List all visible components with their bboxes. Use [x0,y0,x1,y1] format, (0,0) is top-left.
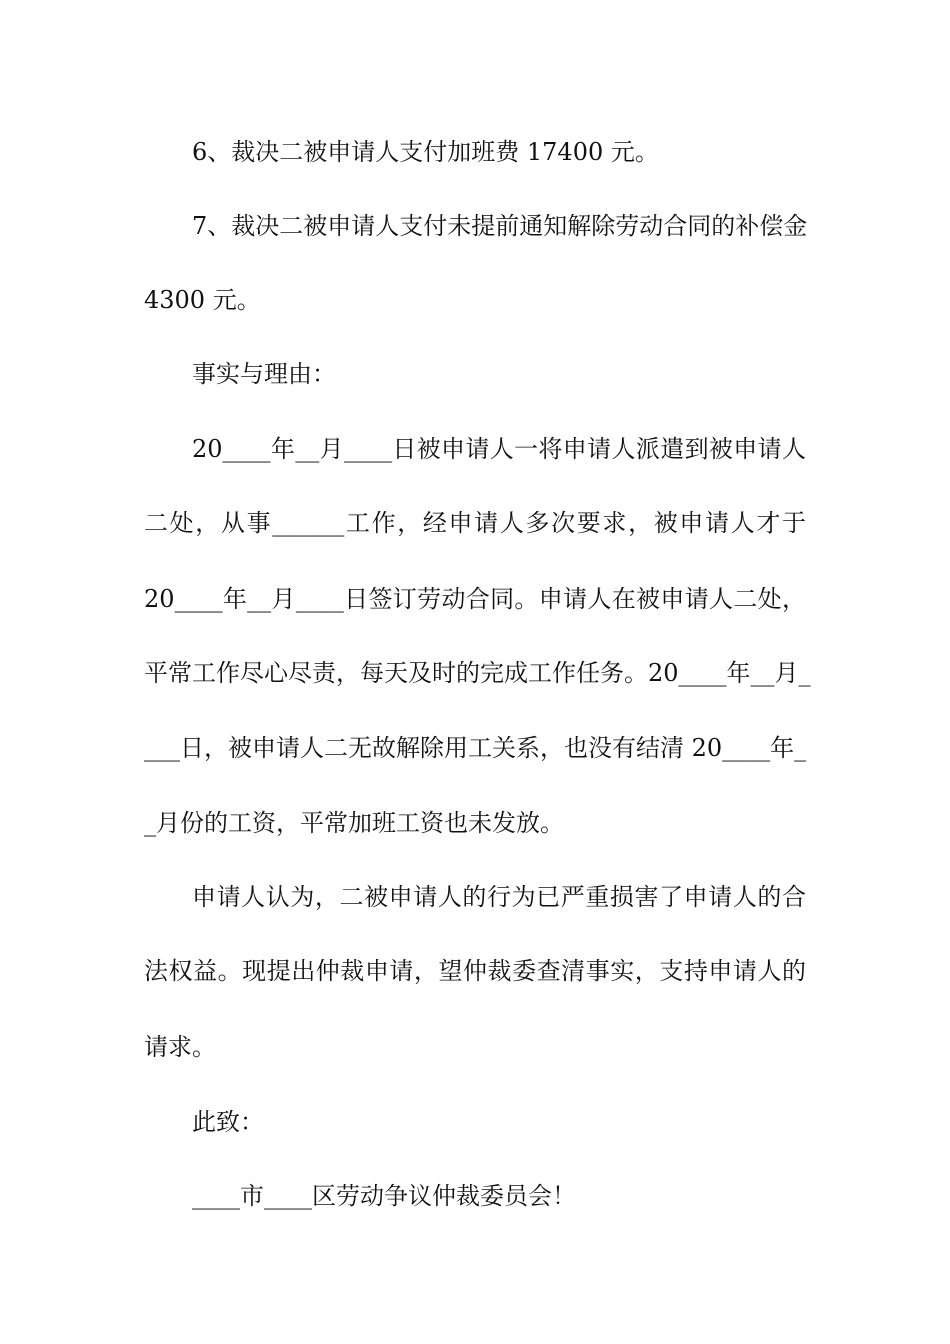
claim-item-7-continued: 4300 元。 [144,286,261,314]
facts-paragraph-line-2: 二处，从事______工作，经申请人多次要求，被申请人才于 [144,509,806,537]
section-heading-facts: 事实与理由： [192,360,336,388]
claim-item-6: 6、裁决二被申请人支付加班费 17400 元。 [192,138,659,166]
facts-paragraph-line-6: _月份的工资，平常加班工资也未发放。 [144,809,564,837]
facts-paragraph-line-1: 20____年__月____日被申请人一将申请人派遣到被申请人 [192,435,806,463]
facts-paragraph-line-3: 20____年__月____日签订劳动合同。申请人在被申请人二处， [144,585,806,613]
opinion-paragraph-line-3: 请求。 [144,1033,216,1061]
opinion-paragraph-line-2: 法权益。现提出仲裁申请，望仲裁委查清事实，支持申请人的 [144,957,806,985]
opinion-paragraph-line-1: 申请人认为，二被申请人的行为已严重损害了申请人的合 [192,883,806,911]
facts-paragraph-line-4: 平常工作尽心尽责，每天及时的完成工作任务。20____年__月_ [144,659,811,687]
closing-salutation: 此致： [192,1108,264,1136]
addressee: ____市____区劳动争议仲裁委员会！ [192,1182,576,1210]
claim-item-7: 7、裁决二被申请人支付未提前通知解除劳动合同的补偿金 [192,212,808,240]
facts-paragraph-line-5: ___日，被申请人二无故解除用工关系，也没有结清 20____年_ [144,734,807,762]
